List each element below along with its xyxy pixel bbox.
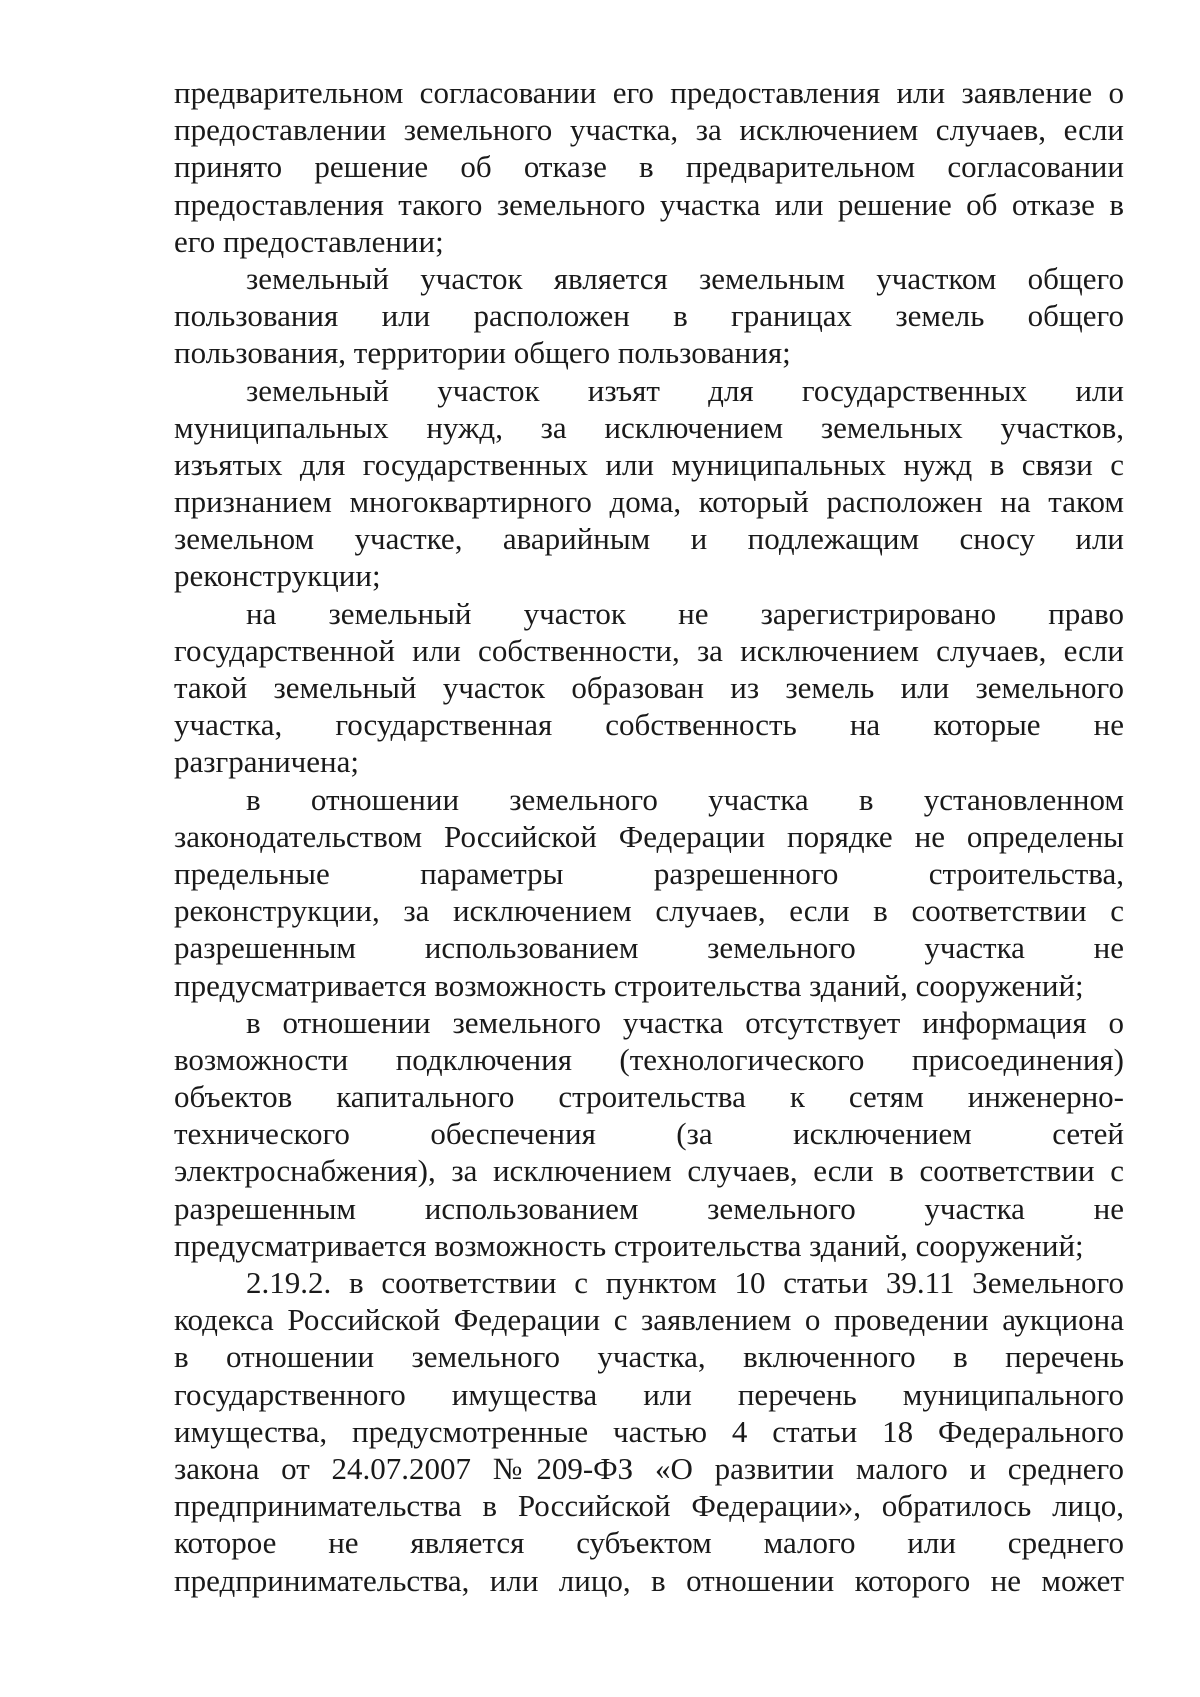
text-line: изъятых для государственных или муниципальных нужд в связи с xyxy=(174,446,1124,482)
text-line: разрешенным использованием земельного участка не xyxy=(174,1190,1124,1226)
text-line: возможности подключения (технологического присоединения) xyxy=(174,1041,1124,1077)
text-line: разграничена; xyxy=(174,744,359,780)
text-line: предпринимательства в Российской Федерации», обратилось лицо, xyxy=(174,1488,1124,1524)
text-line: кодекса Российской Федерации с заявлением о проведении аукциона xyxy=(174,1302,1124,1338)
text-line: предварительном согласовании его предоставления или заявление о xyxy=(174,75,1124,110)
text-line: реконструкции; xyxy=(174,558,381,594)
text-line: государственной или собственности, за исключением случаев, если xyxy=(174,632,1124,668)
text-line: признанием многоквартирного дома, который расположен на таком xyxy=(174,484,1124,520)
text-line: такой земельный участок образован из земель или земельного xyxy=(174,670,1124,705)
text-line: в отношении земельного участка отсутствует информация о xyxy=(246,1004,1124,1040)
text-line: объектов капитального строительства к сетям инженерно- xyxy=(174,1079,1124,1115)
text-line: государственного имущества или перечень муниципального xyxy=(174,1376,1124,1412)
text-line: законодательством Российской Федерации порядке не определены xyxy=(174,818,1124,854)
text-line: принято решение об отказе в предварительном согласовании xyxy=(174,149,1124,185)
text-line: земельный участок является земельным участком общего xyxy=(246,260,1124,296)
text-line: 2.19.2. в соответствии с пунктом 10 статьи 39.11 Земельного xyxy=(246,1265,1124,1300)
text-line: электроснабжения), за исключением случаев, если в соответствии с xyxy=(174,1153,1124,1189)
text-line: муниципальных нужд, за исключением земельных участков, xyxy=(174,409,1124,445)
text-line: пользования или расположен в границах земель общего xyxy=(174,298,1124,334)
text-line: предоставления такого земельного участка или решение об отказе в xyxy=(174,186,1124,222)
text-line: реконструкции, за исключением случаев, если в соответствии с xyxy=(174,893,1124,929)
text-line: предельные параметры разрешенного строительства, xyxy=(174,855,1124,891)
text-line: имущества, предусмотренные частью 4 статьи 18 Федерального xyxy=(174,1413,1124,1449)
text-line: технического обеспечения (за исключением сетей xyxy=(174,1116,1124,1152)
text-line: предоставлении земельного участка, за исключением случаев, если xyxy=(174,112,1124,148)
text-line: предусматривается возможность строительства зданий, сооружений; xyxy=(174,967,1084,1003)
text-line: в отношении земельного участка, включенного в перечень xyxy=(174,1339,1124,1375)
text-line: разрешенным использованием земельного участка не xyxy=(174,930,1124,966)
text-line: земельном участке, аварийным и подлежащим сносу или xyxy=(174,521,1124,557)
document-body xyxy=(174,74,1124,1599)
text-line: пользования, территории общего пользования; xyxy=(174,335,791,371)
text-line: в отношении земельного участка в установленном xyxy=(246,781,1124,817)
text-line: предпринимательства, или лицо, в отношении которого не может xyxy=(174,1562,1124,1598)
text-line: которое не является субъектом малого или среднего xyxy=(174,1525,1124,1561)
text-line: его предоставлении; xyxy=(174,223,444,259)
text-line: предусматривается возможность строительства зданий, сооружений; xyxy=(174,1227,1084,1263)
text-line: на земельный участок не зарегистрировано право xyxy=(246,595,1124,631)
text-line: земельный участок изъят для государственных или xyxy=(246,372,1124,408)
text-line: закона от 24.07.2007 №209-ФЗ «О развитии малого и среднего xyxy=(174,1450,1124,1486)
text-line: участка, государственная собственность на которые не xyxy=(174,707,1124,743)
